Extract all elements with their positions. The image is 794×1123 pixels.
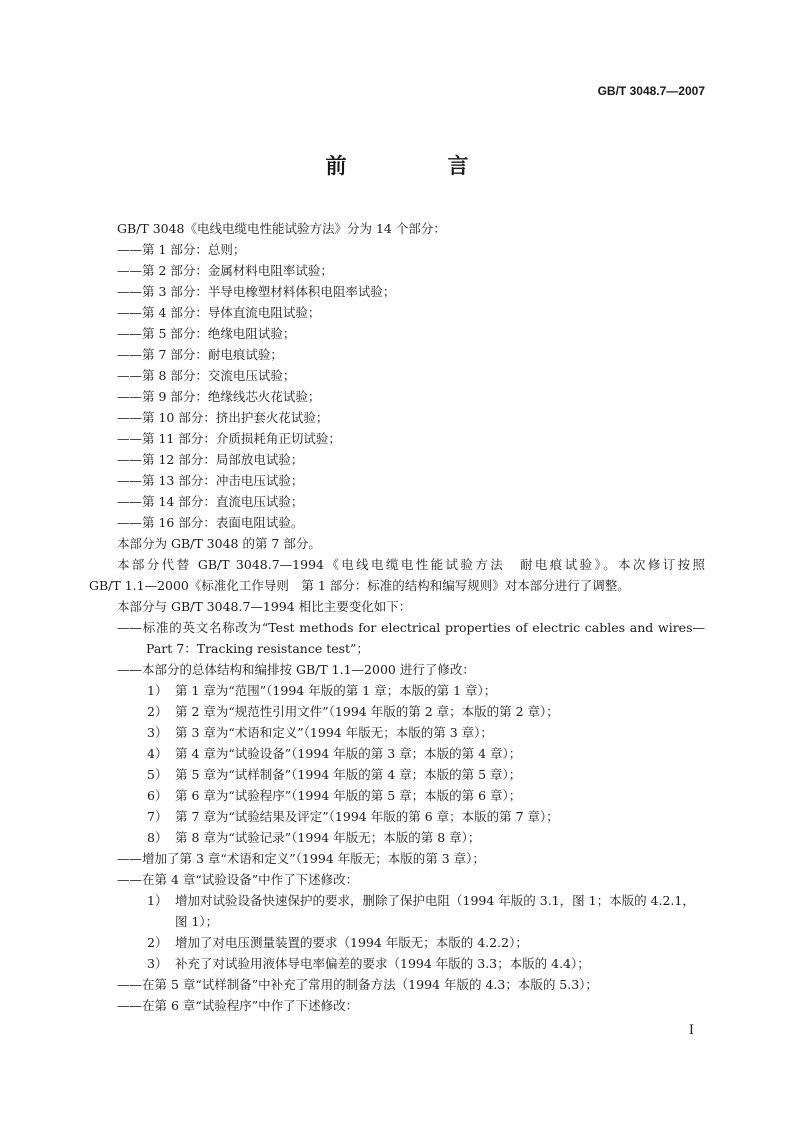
sub-item-text: 第 2 章为“规范性引用文件”（1994 年版的第 2 章；本版的第 2 章）；	[175, 704, 559, 719]
sub-item-text: 第 8 章为“试验记录”（1994 年版无；本版的第 8 章）；	[175, 830, 481, 845]
list-item: ——标准的英文名称改为“Test methods for electrical properties of electric cables and wires—	[117, 620, 705, 635]
sub-item-number: 7）	[147, 809, 168, 824]
list-item: ——第 9 部分：绝缘线芯火花试验；	[117, 389, 321, 404]
list-item: ——第 16 部分：表面电阻试验。	[117, 515, 304, 530]
sub-item-number: 8）	[147, 830, 168, 845]
document-body	[89, 218, 705, 1016]
sub-item-number: 5）	[147, 767, 168, 782]
sub-item-continuation: 图 1）；	[175, 914, 219, 929]
list-item: ——第 14 部分：直流电压试验；	[117, 494, 304, 509]
sub-item-number: 4）	[147, 746, 168, 761]
paragraph-continuation: GB/T 1.1—2000《标准化工作导则 第 1 部分：标准的结构和编写规则》对本部分进行了调整。	[89, 578, 630, 593]
list-item: ——第 8 部分：交流电压试验；	[117, 368, 296, 383]
paragraph: 本部分代替 GB/T 3048.7—1994《电线电缆电性能试验方法 耐电痕试验》。本次修订按照	[117, 557, 705, 572]
sub-item	[89, 890, 705, 911]
sub-item	[89, 827, 705, 848]
list-item: ——第 2 部分：金属材料电阻率试验；	[117, 263, 333, 278]
sub-item	[89, 932, 705, 953]
sub-item	[89, 953, 705, 974]
sub-item	[89, 806, 705, 827]
list-item: ——第 13 部分：冲击电压试验；	[117, 473, 304, 488]
sub-item-number: 6）	[147, 788, 168, 803]
sub-item-number: 1）	[147, 683, 168, 698]
sub-item-number: 2）	[147, 704, 168, 719]
sub-item-text: 第 3 章为“术语和定义”（1994 年版无；本版的第 3 章）；	[175, 725, 493, 740]
paragraph: 本部分与 GB/T 3048.7—1994 相比主要变化如下：	[117, 599, 412, 614]
list-item: ——增加了第 3 章“术语和定义”（1994 年版无；本版的第 3 章）；	[117, 851, 485, 866]
list-item: ——第 10 部分：挤出护套火花试验；	[117, 410, 329, 425]
list-item: ——第 5 部分：绝缘电阻试验；	[117, 326, 296, 341]
sub-item-text: 第 4 章为“试验设备”（1994 年版的第 3 章；本版的第 4 章）；	[175, 746, 522, 761]
list-item: ——在第 4 章“试验设备”中作了下述修改：	[117, 872, 359, 887]
list-item: ——第 12 部分：局部放电试验；	[117, 452, 304, 467]
sub-item	[89, 722, 705, 743]
page-number: I	[688, 1023, 694, 1038]
paragraph: 本部分为 GB/T 3048 的第 7 部分。	[117, 536, 321, 551]
list-item: ——第 1 部分：总则；	[117, 242, 246, 257]
sub-item-number: 1）	[147, 893, 168, 908]
sub-item-text: 第 6 章为“试验程序”（1994 年版的第 5 章；本版的第 6 章）；	[175, 788, 522, 803]
list-item: ——第 7 部分：耐电痕试验；	[117, 347, 283, 362]
sub-item	[89, 785, 705, 806]
sub-item	[89, 701, 705, 722]
list-item: ——本部分的总体结构和编排按 GB/T 1.1—2000 进行了修改：	[117, 662, 475, 677]
list-item: ——在第 6 章“试验程序”中作了下述修改：	[117, 998, 359, 1013]
sub-item	[89, 680, 705, 701]
standard-code: GB/T 3048.7—2007	[597, 84, 705, 98]
list-item: ——在第 5 章“试样制备”中补充了常用的制备方法（1994 年版的 4.3；本版的 5.3）；	[117, 977, 598, 992]
sub-item-text: 第 5 章为“试样制备”（1994 年版的第 4 章；本版的第 5 章）；	[175, 767, 522, 782]
list-item-continuation: Part 7：Tracking resistance test”；	[146, 641, 369, 656]
list-item: ——第 3 部分：半导电橡塑材料体积电阻率试验；	[117, 284, 396, 299]
sub-item-number: 3）	[147, 956, 168, 971]
sub-item-number: 2）	[147, 935, 168, 950]
page-title: 前 言	[325, 154, 509, 178]
sub-item	[89, 764, 705, 785]
list-item: ——第 4 部分：导体直流电阻试验；	[117, 305, 321, 320]
sub-item-number: 3）	[147, 725, 168, 740]
sub-item-text: 第 7 章为“试验结果及评定”（1994 年版的第 6 章；本版的第 7 章）；	[175, 809, 559, 824]
sub-item-text: 第 1 章为“范围”（1994 年版的第 1 章；本版的第 1 章）；	[175, 683, 497, 698]
sub-item-text: 补充了对试验用液体导电率偏差的要求（1994 年版的 3.3；本版的 4.4）；	[175, 956, 590, 971]
sub-item	[89, 743, 705, 764]
sub-item-text: 增加了对电压测量装置的要求（1994 年版无；本版的 4.2.2）；	[175, 935, 528, 950]
sub-item-text: 增加对试验设备快速保护的要求，删除了保护电阻（1994 年版的 3.1，图 1；本版的 4.2.1，	[175, 893, 695, 908]
list-item: ——第 11 部分：介质损耗角正切试验；	[117, 431, 341, 446]
intro-paragraph: GB/T 3048《电线电缆电性能试验方法》分为 14 个部分：	[117, 221, 446, 236]
